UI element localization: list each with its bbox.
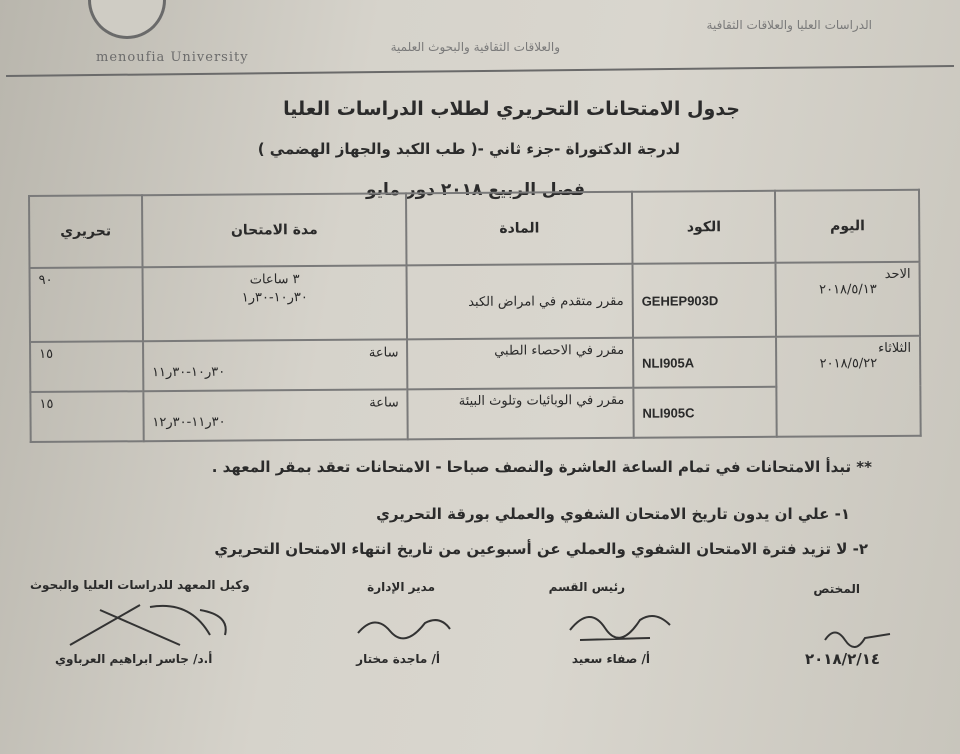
note-1: ١- علي ان يدون تاريخ الامتحان الشفوي والعملي بورقة التحريري bbox=[376, 505, 850, 523]
day-date: ٢٠١٨/٥/١٣ bbox=[819, 282, 877, 298]
header-subject: المادة bbox=[406, 192, 632, 266]
duration-cell bbox=[142, 265, 407, 341]
written-score: ١٥ bbox=[30, 341, 143, 392]
term-label: فصل الربيع ٢٠١٨ دور مايو bbox=[365, 180, 585, 200]
vice-dean-name: أ.د/ جاسر ابراهيم العرباوي bbox=[55, 652, 213, 666]
duration-length: ساعة bbox=[369, 395, 399, 411]
table-row bbox=[30, 336, 920, 392]
letterhead-dept-line1: الدراسات العليا والعلاقات الثقافية bbox=[706, 18, 872, 32]
header-duration: مدة الامتحان bbox=[142, 193, 407, 267]
vice-dean-label: وكيل المعهد للدراسات العليا والبحوث bbox=[30, 578, 250, 592]
document-title: جدول الامتحانات التحريري لطلاب الدراسات العليا bbox=[283, 98, 740, 120]
header-code: الكود bbox=[632, 191, 776, 264]
duration-length: ساعة bbox=[368, 345, 399, 361]
subject-name: مقرر في الاحصاء الطبي bbox=[407, 338, 633, 390]
admin-director-name: أ/ ماجدة مختار bbox=[356, 652, 440, 666]
signature-date: ٢٠١٨/٢/١٤ bbox=[805, 650, 881, 668]
day-cell bbox=[776, 336, 920, 437]
examiner-label: المختص bbox=[813, 582, 860, 596]
general-note: ** تبدأ الامتحانات في تمام الساعة العاشرة والنصف صباحا - الامتحانات تعقد بمقر المعهد . bbox=[211, 458, 872, 476]
examiner-signature bbox=[820, 620, 900, 650]
course-code: NLI905A bbox=[633, 337, 777, 388]
table-header-row bbox=[29, 190, 919, 268]
day-name: الثلاثاء bbox=[878, 340, 912, 357]
letterhead-divider bbox=[6, 65, 954, 77]
day-name: الاحد bbox=[884, 266, 911, 283]
written-score: ٩٠ bbox=[30, 267, 143, 342]
admin-director-signature bbox=[350, 605, 460, 645]
subject-name: مقرر متقدم في امراض الكبد bbox=[407, 264, 633, 340]
day-date: ٢٠١٨/٥/٢٢ bbox=[819, 356, 878, 372]
duration-time: ٣٠ر١٠-٣٠ر١١ bbox=[152, 364, 226, 381]
course-code: NLI905C bbox=[633, 387, 777, 438]
written-score: ١٥ bbox=[30, 391, 143, 442]
duration-time: ٣٠ر١١-٣٠ر١٢ bbox=[152, 414, 226, 431]
letterhead-dept-line2: والعلاقات الثقافية والبحوث العلمية bbox=[390, 40, 560, 54]
table-row bbox=[30, 262, 920, 342]
document-subtitle: لدرجة الدكتوراة -جزء ثاني -( طب الكبد والجهاز الهضمي ) bbox=[257, 140, 680, 158]
course-code: GEHEP903D bbox=[632, 263, 776, 338]
department-head-name: أ/ صفاء سعيد bbox=[571, 652, 650, 666]
header-day: اليوم bbox=[775, 190, 919, 263]
header-written: تحريري bbox=[29, 195, 142, 268]
duration-time: ٣٠ر١٠-٣٠ر١ bbox=[241, 290, 308, 306]
department-head-label: رئيس القسم bbox=[548, 580, 625, 594]
university-name: menoufia University bbox=[96, 50, 249, 65]
duration-cell bbox=[143, 389, 408, 441]
university-logo bbox=[88, 0, 166, 39]
day-cell bbox=[776, 262, 920, 337]
note-2: ٢- لا تزيد فترة الامتحان الشفوي والعملي عن أسبوعين من تاريخ انتهاء الامتحان التحريري bbox=[214, 540, 868, 558]
vice-dean-signature bbox=[60, 595, 240, 655]
admin-director-label: مدير الإدارة bbox=[367, 580, 435, 594]
subject-name: مقرر في الوبائيات وتلوث البيئة bbox=[408, 388, 634, 440]
department-head-signature bbox=[560, 600, 680, 650]
exam-schedule-table bbox=[28, 189, 922, 443]
duration-cell bbox=[143, 339, 408, 391]
duration-length: ٣ ساعات bbox=[249, 272, 300, 288]
